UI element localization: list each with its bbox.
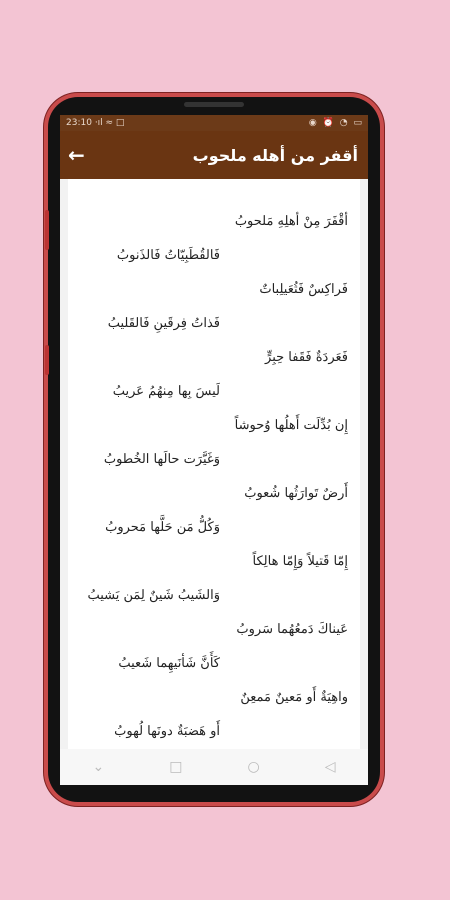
phone-frame (48, 97, 380, 802)
poem-hemistich-1-1: أقْفَرَ مِنْ أهلِهِ مَلحوبُ (234, 214, 348, 229)
poem-hemistich-4-2: وَغَيَّرَت حالَها الخُطوبُ (103, 452, 220, 467)
poem-hemistich-6-2: وَالشَيبُ شَينٌ لِمَن يَشيبُ (87, 588, 220, 603)
wifi-icon: ◔ (339, 118, 348, 128)
status-right (306, 118, 362, 128)
poem-hemistich-4-1: إِن بُدِّلَت أَهلُها وُحوشاً (234, 418, 348, 433)
home-icon[interactable]: ○ (247, 759, 260, 775)
poem-hemistich-3-2: لَيسَ بِها مِنهُمُ عَريبُ (112, 384, 220, 399)
poem-hemistich-2-2: فَذاتُ فِرقَينِ فَالقَليبُ (107, 316, 220, 331)
poem-hemistich-5-2: وَكُلُّ مَن حَلَّها مَحروبُ (105, 520, 220, 535)
poem-hemistich-7-2: كَأَنَّ شَأنَيهِما شَعيبُ (118, 656, 220, 671)
navigation-bar (60, 749, 368, 785)
eye-icon: ◉ (308, 118, 317, 128)
recent-apps-icon[interactable]: □ (169, 759, 183, 775)
poem-hemistich-1-2: فَالقُطَبِيّاتُ فَالذَنوبُ (116, 248, 220, 263)
volume-button (45, 210, 49, 250)
screen (60, 115, 368, 785)
status-time: 23:10 (66, 118, 92, 128)
poem-hemistich-3-1: فَعَردَةٌ فَقَفا حِبِرٍّ (265, 350, 348, 365)
phone-speaker (184, 102, 244, 107)
poem-hemistich-8-1: واهِيَةٌ أَو مَعينٌ مَمعِنٌ (240, 690, 348, 705)
poem-hemistich-7-1: عَيناكَ دَمعُهُما سَروبُ (236, 622, 348, 637)
app-bar (60, 131, 368, 179)
poem-lines (68, 179, 360, 749)
chevron-down-icon[interactable]: ⌄ (92, 759, 105, 775)
poem-content[interactable] (68, 179, 360, 785)
alarm-icon: ⏰ (322, 118, 334, 128)
signal-indicators: ·ıl ≈ □ (94, 118, 125, 128)
back-nav-icon[interactable]: ◁ (324, 759, 336, 775)
power-button (45, 345, 49, 375)
poem-hemistich-2-1: فَراكِسٌ فَثُعَيلِباتٌ (259, 282, 348, 297)
status-bar (60, 115, 368, 131)
back-arrow-icon[interactable]: ← (68, 143, 85, 167)
poem-hemistich-8-2: أَو هَضبَةٌ دونَها لُهوبُ (114, 724, 220, 739)
poem-hemistich-6-1: إِمّا قَتيلاً وَإِمّا هالِكاً (252, 554, 348, 569)
page-title: أقفر من أهله ملحوب (192, 145, 358, 165)
status-left (66, 118, 124, 128)
battery-icon: ▭ (353, 118, 362, 128)
poem-hemistich-5-1: أَرضٌ تَوارَثُها شُعوبُ (244, 486, 348, 501)
